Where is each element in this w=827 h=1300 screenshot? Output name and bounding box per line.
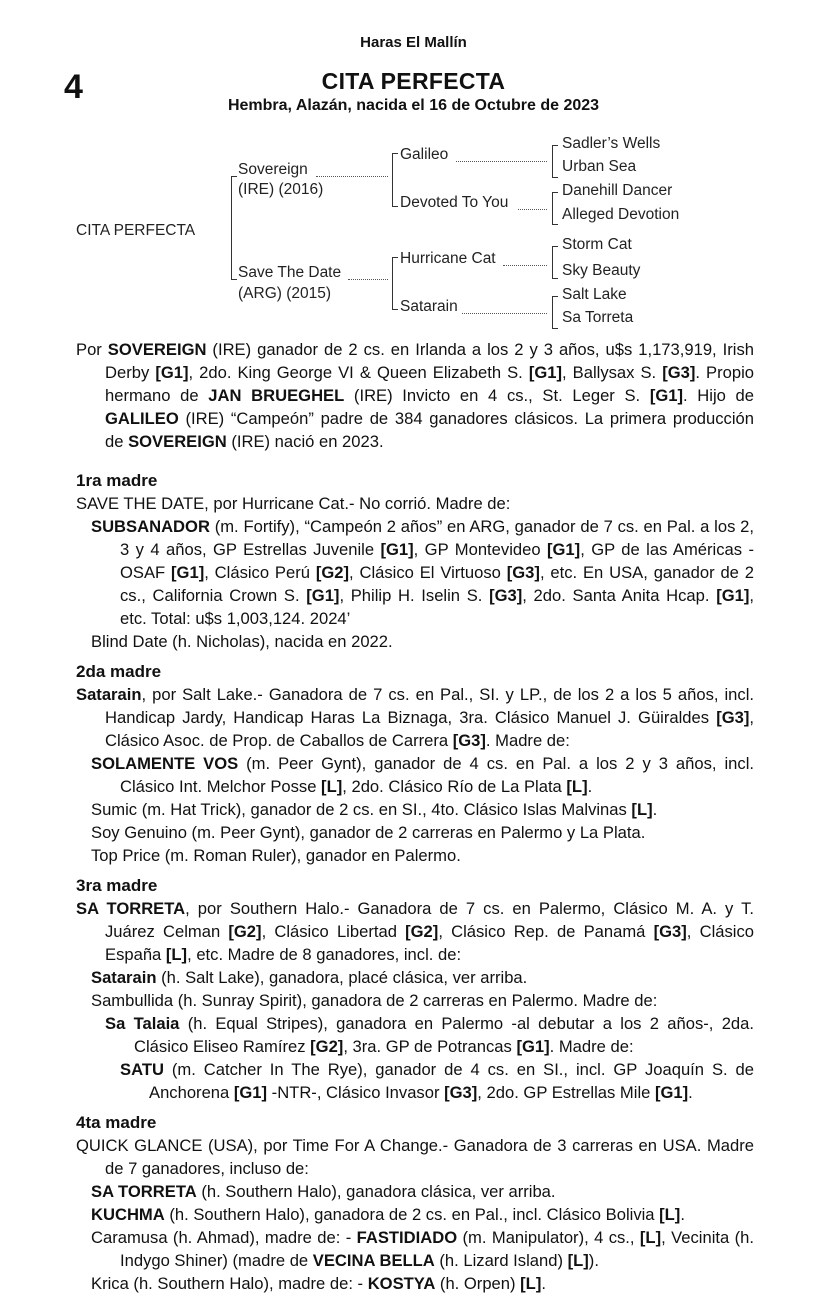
bold-run: [G3] — [452, 731, 486, 750]
pedigree-sss: Sadler’s Wells — [562, 135, 661, 152]
bold-run: [G2] — [405, 922, 439, 941]
text-run: (m. Manipulator), 4 cs., — [457, 1228, 640, 1247]
bold-run: [G2] — [310, 1037, 344, 1056]
text-run: , por Southern Halo.- Ganadora de 7 cs. en Palermo, Clásico M. A. y T. Juárez Celman — [105, 899, 754, 941]
pedigree-dsd: Sky Beauty — [562, 262, 641, 279]
bold-run: Satarain — [91, 968, 157, 987]
bold-run: JAN BRUEGHEL — [208, 386, 345, 405]
text-run: , GP Montevideo — [413, 540, 547, 559]
pedigree-leader — [503, 265, 547, 266]
bold-run: SOLAMENTE VOS — [91, 754, 239, 773]
family-entry — [76, 897, 754, 966]
pedigree-dam: Save The Date — [238, 264, 342, 281]
text-run: ). — [588, 1251, 599, 1270]
text-run: (IRE) nació en 2023. — [226, 432, 384, 451]
pedigree-dam-info: (ARG) (2015) — [238, 285, 332, 302]
family-entry — [91, 1203, 754, 1226]
text-run: , 2do. GP Estrellas Mile — [477, 1083, 655, 1102]
pedigree-bracket — [231, 176, 237, 280]
pedigree-sd: Devoted To You — [400, 194, 509, 211]
family-entry — [76, 1134, 754, 1180]
bold-run: [G3] — [662, 363, 696, 382]
section-heading: 2da madre — [76, 662, 162, 681]
bold-run: SOVEREIGN — [107, 340, 207, 359]
family-entry — [120, 1058, 754, 1104]
family-entry — [91, 1180, 754, 1203]
text-run: , 2do. Clásico Río de La Plata — [342, 777, 567, 796]
text-run: -NTR-, Clásico Invasor — [267, 1083, 445, 1102]
text-run: . — [587, 777, 593, 796]
text-run: , Clásico Rep. de Panamá — [438, 922, 654, 941]
text-run: , Vecinita (h. Indygo Shiner) (madre de — [120, 1228, 754, 1270]
section-heading: 3ra madre — [76, 876, 158, 895]
text-run: (h. Orpen) — [435, 1274, 521, 1293]
bold-run: [G1] — [233, 1083, 268, 1102]
bold-run: [G1] — [654, 1083, 689, 1102]
pedigree-leader — [462, 313, 547, 314]
text-run: . Hijo de — [683, 386, 755, 405]
text-run: . Madre de: — [549, 1037, 634, 1056]
text-run: Top Price (m. Roman Ruler), ganador en Palermo. — [91, 846, 461, 865]
text-run: . Madre de: — [485, 731, 570, 750]
text-run: . — [688, 1083, 693, 1102]
family-sections — [76, 469, 754, 1295]
family-entry — [91, 630, 754, 653]
text-run: (IRE) ganador de 2 cs. en Irlanda a los 2 y 3 años, u$s 1,173,919, Irish Derby — [105, 340, 754, 382]
text-run: (IRE) “Campeón” padre de 384 ganadores clásicos. La primera producción de — [105, 409, 754, 451]
text-run: (h. Southern Halo), ganadora de 2 cs. en Pal., incl. Clásico Bolivia — [164, 1205, 660, 1224]
text-run: , Clásico El Virtuoso — [349, 563, 507, 582]
bold-run: [G3] — [506, 563, 540, 582]
family-entry — [91, 821, 754, 844]
text-run: , Clásico España — [105, 922, 754, 964]
bold-run: [L] — [659, 1205, 681, 1224]
pedigree-sdd: Alleged Devotion — [562, 206, 680, 223]
text-run: . — [652, 800, 658, 819]
family-entry — [91, 752, 754, 798]
pedigree-sire: Sovereign — [238, 161, 308, 178]
text-run: (h. Lizard Island) — [434, 1251, 568, 1270]
family-entry — [91, 798, 754, 821]
pedigree-ddd: Sa Torreta — [562, 309, 634, 326]
horse-description: Hembra, Alazán, nacida el 16 de Octubre de 2023 — [227, 97, 600, 114]
bold-run: [G1] — [528, 363, 563, 382]
pedigree-ss: Galileo — [400, 146, 449, 163]
text-run: . — [541, 1274, 546, 1293]
text-run: Blind Date (h. Nicholas), nacida en 2022. — [91, 632, 393, 651]
family-entry — [91, 844, 754, 867]
family-entry — [91, 515, 754, 630]
pedigree-sds: Danehill Dancer — [562, 182, 673, 199]
text-run: (h. Salt Lake), ganadora, placé clásica, ver arriba. — [156, 968, 528, 987]
family-entry — [91, 966, 754, 989]
sire-paragraph — [76, 338, 754, 453]
pedigree-connector — [392, 163, 393, 189]
bold-run: [L] — [631, 800, 653, 819]
text-run: , por Salt Lake.- Ganadora de 7 cs. en Pal., SI. y LP., de los 2 a los 5 años, incl. Handicap Jardy, Handicap Haras La Biznaga, 3ra. Clásico Manuel J. Güiraldes — [105, 685, 754, 727]
text-run: , GP de las Américas - OSAF — [120, 540, 754, 582]
pedigree-dss: Storm Cat — [562, 236, 632, 253]
bold-run: SATU — [120, 1060, 164, 1079]
text-run: (h. Equal Stripes), ganadora en Palermo -al debutar a los 2 años-, 2da. Clásico Eliseo Ramírez — [134, 1014, 754, 1056]
text-run: SAVE THE DATE, por Hurricane Cat.- No corrió. Madre de: — [76, 494, 511, 513]
bold-run: [G1] — [380, 540, 414, 559]
pedigree-subject: CITA PERFECTA — [76, 222, 196, 239]
text-run: Krica (h. Southern Halo), madre de: - — [91, 1274, 368, 1293]
pedigree-bracket — [552, 246, 558, 279]
bold-run: [G3] — [716, 708, 750, 727]
family-entry — [76, 492, 754, 515]
text-run: , 2do. King George VI & Queen Elizabeth S. — [188, 363, 529, 382]
bold-run: FASTIDIADO — [356, 1228, 458, 1247]
bold-run: [L] — [567, 1251, 589, 1270]
text-run: , etc. Total: u$s 1,003,124. 2024’ — [120, 586, 754, 628]
bold-run: [L] — [639, 1228, 662, 1247]
family-entry — [91, 989, 754, 1012]
bold-run: [G2] — [315, 563, 350, 582]
pedigree-ssd: Urban Sea — [562, 158, 637, 175]
bold-run: GALILEO — [105, 409, 179, 428]
bold-run: [G3] — [444, 1083, 478, 1102]
bold-run: Sa Talaia — [105, 1014, 180, 1033]
bold-run: SOVEREIGN — [128, 432, 227, 451]
section-heading: 1ra madre — [76, 471, 158, 490]
text-run: , etc. En USA, ganador de 2 cs., California Crown S. — [120, 563, 754, 605]
text-run: , 2do. Santa Anita Hcap. — [522, 586, 717, 605]
pedigree-notes — [76, 338, 754, 1295]
text-run: Sambullida (h. Sunray Spirit), ganadora de 2 carreras en Palermo. Madre de: — [91, 991, 658, 1010]
text-run: , Clásico Perú — [204, 563, 316, 582]
horse-name: CITA PERFECTA — [321, 68, 506, 94]
pedigree-bracket — [552, 192, 558, 225]
text-run: , Ballysax S. — [562, 363, 663, 382]
text-run: (h. Southern Halo), ganadora clásica, ver arriba. — [196, 1182, 556, 1201]
bold-run: SUBSANADOR — [91, 517, 210, 536]
text-run: . — [680, 1205, 685, 1224]
bold-run: KOSTYA — [367, 1274, 436, 1293]
bold-run: [G3] — [653, 922, 687, 941]
pedigree-sire-info: (IRE) (2016) — [238, 181, 324, 198]
family-entry — [91, 1272, 754, 1295]
bold-run: [L] — [520, 1274, 542, 1293]
text-run: Soy Genuino (m. Peer Gynt), ganador de 2 carreras en Palermo y La Plata. — [91, 823, 646, 842]
pedigree-leader — [348, 279, 388, 280]
bold-run: SA TORRETA — [76, 899, 186, 918]
text-run: Por — [76, 340, 108, 359]
text-run: , etc. Madre de 8 ganadores, incl. de: — [187, 945, 462, 964]
pedigree-leader — [316, 176, 388, 177]
text-run: , Clásico Asoc. de Prop. de Caballos de Carrera — [105, 708, 754, 750]
pedigree-leader — [456, 161, 547, 162]
pedigree-bracket — [552, 296, 558, 329]
bold-run: [G1] — [306, 586, 340, 605]
lot-number: 4 — [64, 68, 83, 106]
bold-run: Satarain — [76, 685, 142, 704]
text-run: , 3ra. GP de Potrancas — [343, 1037, 517, 1056]
bold-run: [G1] — [649, 386, 684, 405]
text-run: QUICK GLANCE (USA), por Time For A Change.- Ganadora de 3 carreras en USA. Madre de 7 ganadores, incluso de: — [76, 1136, 754, 1178]
bold-run: [G2] — [228, 922, 262, 941]
text-run: . Propio hermano de — [105, 363, 755, 405]
bold-run: [G3] — [489, 586, 523, 605]
bold-run: KUCHMA — [91, 1205, 165, 1224]
family-entry — [105, 1012, 754, 1058]
pedigree-bracket — [392, 257, 398, 310]
text-run: Caramusa (h. Ahmad), madre de: - — [91, 1228, 357, 1247]
bold-run: [G1] — [716, 586, 750, 605]
bold-run: [L] — [165, 945, 188, 964]
bold-run: [G1] — [547, 540, 581, 559]
family-entry — [91, 1226, 754, 1272]
pedigree-bracket — [552, 145, 558, 178]
pedigree-ds: Hurricane Cat — [400, 250, 496, 267]
text-run: , Philip H. Iselin S. — [339, 586, 490, 605]
text-run: (m. Peer Gynt), ganador de 4 cs. en Pal. a los 2 y 3 años, incl. Clásico Int. Melchor Posse — [120, 754, 754, 796]
stud-name: Haras El Mallín — [360, 34, 467, 51]
bold-run: [G1] — [155, 363, 189, 382]
text-run: Sumic (m. Hat Trick), ganador de 2 cs. en SI., 4to. Clásico Islas Malvinas — [91, 800, 632, 819]
bold-run: [G1] — [171, 563, 205, 582]
bold-run: [L] — [321, 777, 343, 796]
text-run: , Clásico Libertad — [261, 922, 406, 941]
pedigree-dd: Satarain — [400, 298, 458, 315]
text-run: (m. Fortify), “Campeón 2 años” en ARG, ganador de 7 cs. en Pal. a los 2, 3 y 4 años, GP Estrellas Juvenile — [120, 517, 754, 559]
family-entry — [76, 683, 754, 752]
section-heading: 4ta madre — [76, 1113, 157, 1132]
text-run: (IRE) Invicto en 4 cs., St. Leger S. — [344, 386, 650, 405]
bold-run: [L] — [566, 777, 588, 796]
pedigree-leader — [518, 209, 547, 210]
text-run: (m. Catcher In The Rye), ganador de 4 cs. en SI., incl. GP Joaquín S. de Anchorena — [149, 1060, 754, 1102]
bold-run: [G1] — [516, 1037, 550, 1056]
bold-run: SA TORRETA — [91, 1182, 197, 1201]
bold-run: VECINA BELLA — [312, 1251, 435, 1270]
pedigree-dds: Salt Lake — [562, 286, 627, 303]
